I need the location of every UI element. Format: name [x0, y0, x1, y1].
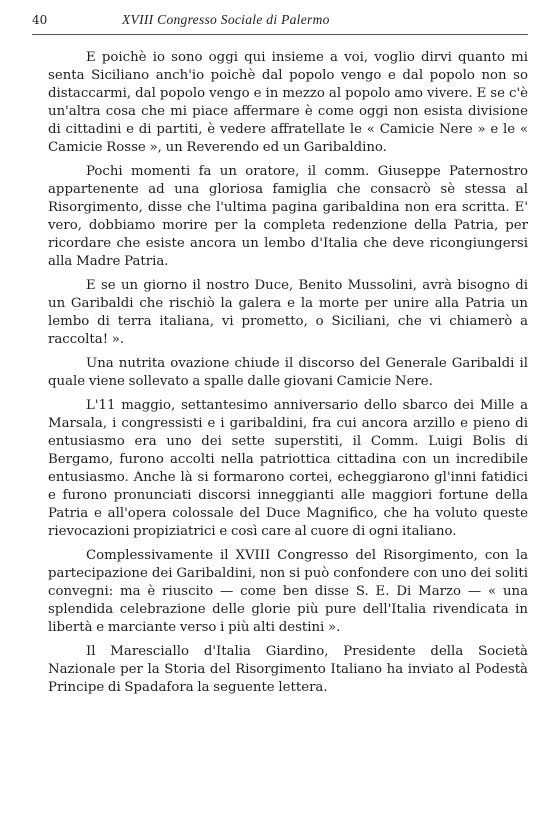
- paragraph: L'11 maggio, settantesimo anniversario dello sbarco dei Mille a Marsala, i congressisti e i garibaldini, fra cui ancora arzillo e pieno di entusiasmo era uno dei sette superstiti, il Comm. Luigi Bolis di Bergamo, furono accolti nella patriottica cittadina con un incredibile entusiasmo. Anche là si formarono cortei, echeggiarono gl'inni fatidici e furono pronunciati discorsi inneggianti alle maggiori fortune della Patria e all'opera colossale del Duce Magnifico, che ha voluto queste rievocazioni propiziatrici e così care al cuore di ogni italiano.: [48, 398, 528, 539]
- page-number: 40: [32, 13, 48, 27]
- paragraph: E se un giorno il nostro Duce, Benito Mussolini, avrà bisogno di un Garibaldi che rischiò la galera e la morte per unire alla Patria un lembo di terra italiana, vi prometto, o Siciliani, che vi chiamerò a raccolta! ».: [48, 278, 528, 347]
- paragraph: Complessivamente il XVIII Congresso del Risorgimento, con la partecipazione dei Garibaldini, non si può confondere con uno dei soliti convegni: ma è riuscito — come ben disse S. E. Di Marzo — « una splendida celebrazione delle glorie più pure dell'Italia rivendicata in libertà e marciante verso i più alti destini ».: [48, 548, 528, 635]
- paragraph: E poichè io sono oggi qui insieme a voi, voglio dirvi quanto mi senta Siciliano anch'io poichè dal popolo vengo e dal popolo non so distaccarmi, dal popolo vengo e in mezzo al popolo amo vivere. E se c'è un'altra cosa che mi piace affermare è come oggi non esista divisione di cittadini e di partiti, è vedere affratellate le « Camicie Nere » e le « Camicie Rosse », un Reverendo ed un Garibaldino.: [48, 50, 528, 155]
- body-text: [48, 49, 528, 697]
- running-title: XVIII Congresso Sociale di Palermo: [122, 12, 330, 27]
- paragraph: Una nutrita ovazione chiude il discorso del Generale Garibaldi il quale viene sollevato a spalle dalle giovani Camicie Nere.: [48, 356, 528, 389]
- running-header: [32, 12, 528, 35]
- paragraph: Pochi momenti fa un oratore, il comm. Giuseppe Paternostro appartenente ad una gloriosa famiglia che consacrò sè stessa al Risorgimento, disse che l'ultima pagina garibaldina non era scritta. E' vero, dobbiamo morire per la completa redenzione della Patria, per ricordare che esiste ancora un lembo d'Italia che deve ricongiungersi alla Madre Patria.: [48, 164, 528, 269]
- paragraph: Il Maresciallo d'Italia Giardino, Presidente della Società Nazionale per la Storia del Risorgimento Italiano ha inviato al Podestà Principe di Spadafora la seguente lettera.: [48, 644, 528, 695]
